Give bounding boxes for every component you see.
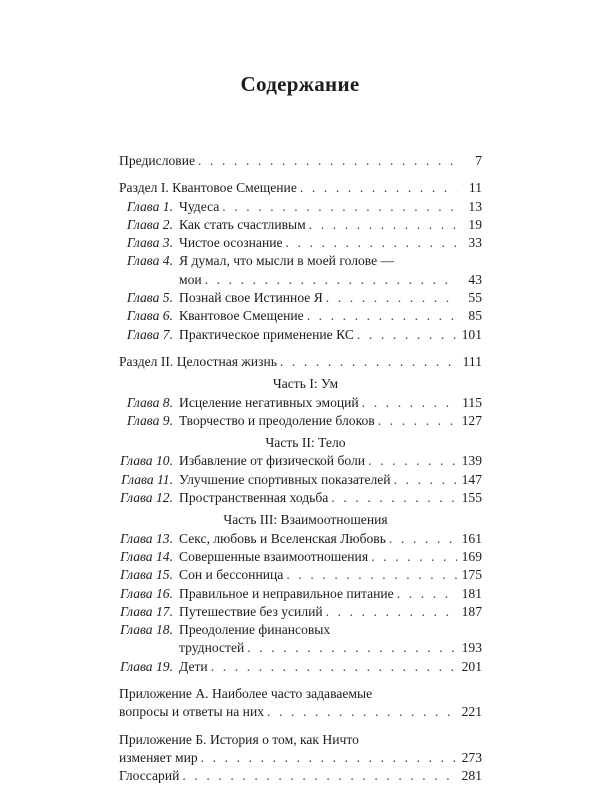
- toc-entry-chapter[interactable]: [119, 234, 482, 252]
- dot-leader: [397, 585, 457, 603]
- entry-title-continued: изменяет мир: [119, 749, 198, 765]
- page-number: 115: [462, 394, 482, 410]
- chapter-label: Глава 10.: [120, 453, 173, 469]
- dot-leader: [286, 566, 457, 584]
- dot-leader: [371, 548, 457, 566]
- toc-entry-chapter[interactable]: [119, 621, 482, 639]
- toc-entry-chapter[interactable]: [119, 471, 482, 489]
- page-number: 193: [461, 640, 482, 656]
- page-title: Содержание: [240, 72, 360, 96]
- dot-leader: [300, 179, 457, 197]
- chapter-label: Глава 11.: [121, 471, 173, 487]
- chapter-label: Глава 3.: [126, 235, 173, 251]
- toc-entry-chapter[interactable]: [119, 566, 482, 584]
- toc-entry-chapter[interactable]: [119, 603, 482, 621]
- toc-entry-chapter[interactable]: [119, 585, 482, 603]
- entry-title: Преодоление финансовых: [179, 622, 331, 638]
- entry-title: Сон и бессонница: [179, 567, 284, 583]
- part-heading: Часть III: Взаимоотношения: [223, 512, 388, 528]
- dot-leader: [182, 767, 457, 785]
- entry-title: Чистое осознание: [179, 235, 283, 251]
- toc-entry-chapter[interactable]: [119, 394, 482, 412]
- dot-leader: [326, 289, 457, 307]
- page-number: 273: [461, 749, 482, 765]
- toc-entry-chapter[interactable]: [119, 412, 482, 430]
- dot-leader: [222, 198, 457, 216]
- entry-title: Дети: [179, 658, 208, 674]
- chapter-label: Глава 8.: [126, 394, 173, 410]
- toc-entry-appendix-b[interactable]: [119, 731, 482, 749]
- chapter-label: Глава 19.: [120, 658, 173, 674]
- entry-title: Раздел I. Квантовое Смещение: [119, 180, 297, 196]
- dot-leader: [307, 307, 457, 325]
- entry-title: Творчество и преодоление блоков: [179, 412, 375, 428]
- part-heading: Часть II: Тело: [265, 435, 346, 451]
- page-number: 169: [461, 548, 482, 564]
- toc-entry-chapter[interactable]: [119, 252, 482, 270]
- part-heading: Часть I: Ум: [272, 376, 339, 392]
- toc-entry-chapter[interactable]: [119, 289, 482, 307]
- page-number: 221: [461, 704, 482, 720]
- toc-entry-chapter[interactable]: [119, 548, 482, 566]
- dot-leader: [205, 271, 457, 289]
- entry-title: Я думал, что мысли в моей голове —: [179, 253, 395, 269]
- entry-title: Правильное и неправильное питание: [179, 585, 394, 601]
- chapter-label: Глава 7.: [126, 326, 173, 342]
- entry-title: Исцеление негативных эмоций: [179, 394, 359, 410]
- dot-leader: [309, 216, 457, 234]
- toc-entry-chapter[interactable]: [119, 326, 482, 344]
- page-number: 181: [461, 585, 482, 601]
- table-of-contents: [119, 152, 482, 786]
- page-number: 43: [468, 271, 482, 287]
- toc-entry-chapter[interactable]: [119, 452, 482, 470]
- chapter-label: Глава 17.: [120, 603, 173, 619]
- dot-leader: [389, 530, 457, 548]
- page-number: 13: [468, 198, 482, 214]
- dot-leader: [267, 703, 457, 721]
- page-number: 19: [468, 216, 482, 232]
- toc-entry-appendix-a-continued[interactable]: [119, 703, 482, 721]
- toc-entry-chapter[interactable]: [119, 489, 482, 507]
- page-number: 281: [461, 768, 482, 784]
- entry-title: Как стать счастливым: [179, 216, 306, 232]
- page-number: 127: [461, 412, 482, 428]
- toc-entry-preface[interactable]: [119, 152, 482, 170]
- toc-entry-appendix-a[interactable]: [119, 685, 482, 703]
- toc-entry-chapter[interactable]: [119, 216, 482, 234]
- dot-leader: [357, 326, 457, 344]
- dot-leader: [286, 234, 457, 252]
- entry-title: Избавление от физической боли: [179, 453, 366, 469]
- chapter-label: Глава 18.: [120, 622, 173, 638]
- dot-leader: [394, 471, 457, 489]
- page-number: 85: [468, 308, 482, 324]
- entry-title-continued: мои: [179, 271, 202, 287]
- toc-entry-chapter[interactable]: [119, 307, 482, 325]
- dot-leader: [198, 152, 457, 170]
- page-number: 139: [461, 453, 482, 469]
- entry-title: Совершенные взаимоотношения: [179, 548, 369, 564]
- entry-title: Глоссарий: [119, 768, 180, 784]
- page-number: 55: [468, 290, 482, 306]
- dot-leader: [247, 639, 457, 657]
- dot-leader: [331, 489, 457, 507]
- page-number: 161: [461, 530, 482, 546]
- chapter-label: Глава 2.: [126, 216, 173, 232]
- page-number: 11: [468, 180, 482, 196]
- chapter-label: Глава 13.: [120, 530, 173, 546]
- chapter-label: Глава 15.: [120, 567, 173, 583]
- dot-leader: [211, 658, 457, 676]
- entry-title: Секс, любовь и Вселенская Любовь: [179, 530, 386, 546]
- toc-entry-section-1[interactable]: [119, 179, 482, 197]
- toc-entry-chapter-continued[interactable]: [119, 271, 482, 289]
- entry-title-continued: вопросы и ответы на них: [119, 704, 265, 720]
- dot-leader: [280, 353, 457, 371]
- chapter-label: Глава 9.: [126, 412, 173, 428]
- page-number: 33: [468, 235, 482, 251]
- dot-leader: [362, 394, 457, 412]
- page-number: 155: [461, 490, 482, 506]
- chapter-label: Глава 6.: [126, 308, 173, 324]
- entry-title: Познай свое Истинное Я: [179, 290, 323, 306]
- entry-title: Квантовое Смещение: [179, 308, 304, 324]
- toc-entry-glossary[interactable]: [119, 767, 482, 785]
- chapter-label: Глава 4.: [126, 253, 173, 269]
- dot-leader: [326, 603, 457, 621]
- entry-title: Улучшение спортивных показателей: [179, 471, 391, 487]
- chapter-label: Глава 12.: [120, 490, 173, 506]
- entry-title-continued: трудностей: [179, 640, 245, 656]
- entry-title: Приложение Б. История о том, как Ничто: [119, 731, 359, 747]
- chapter-label: Глава 14.: [120, 548, 173, 564]
- entry-title: Приложение А. Наиболее часто задаваемые: [119, 686, 373, 702]
- entry-title: Раздел II. Целостная жизнь: [119, 353, 277, 369]
- page-number: 201: [461, 658, 482, 674]
- chapter-label: Глава 16.: [120, 585, 173, 601]
- toc-entry-section-2[interactable]: [119, 353, 482, 371]
- page-number: 187: [461, 603, 482, 619]
- page-number: 101: [461, 326, 482, 342]
- page-number: 147: [461, 471, 482, 487]
- chapter-label: Глава 1.: [126, 198, 173, 214]
- entry-title: Чудеса: [179, 198, 220, 214]
- entry-title: Путешествие без усилий: [179, 603, 323, 619]
- entry-title: Практическое применение КС: [179, 326, 354, 342]
- page-number: 7: [475, 153, 482, 168]
- chapter-label: Глава 5.: [126, 290, 173, 306]
- toc-entry-chapter-continued[interactable]: [119, 639, 482, 657]
- toc-entry-chapter[interactable]: [119, 658, 482, 676]
- entry-title: Пространственная ходьба: [179, 490, 329, 506]
- page-number: 175: [461, 567, 482, 583]
- toc-entry-chapter[interactable]: [119, 530, 482, 548]
- dot-leader: [378, 412, 457, 430]
- page-number: 111: [462, 353, 482, 369]
- entry-title: Предисловие: [119, 153, 196, 168]
- dot-leader: [368, 452, 457, 470]
- toc-entry-chapter[interactable]: [119, 198, 482, 216]
- toc-entry-appendix-b-continued[interactable]: [119, 749, 482, 767]
- dot-leader: [201, 749, 457, 767]
